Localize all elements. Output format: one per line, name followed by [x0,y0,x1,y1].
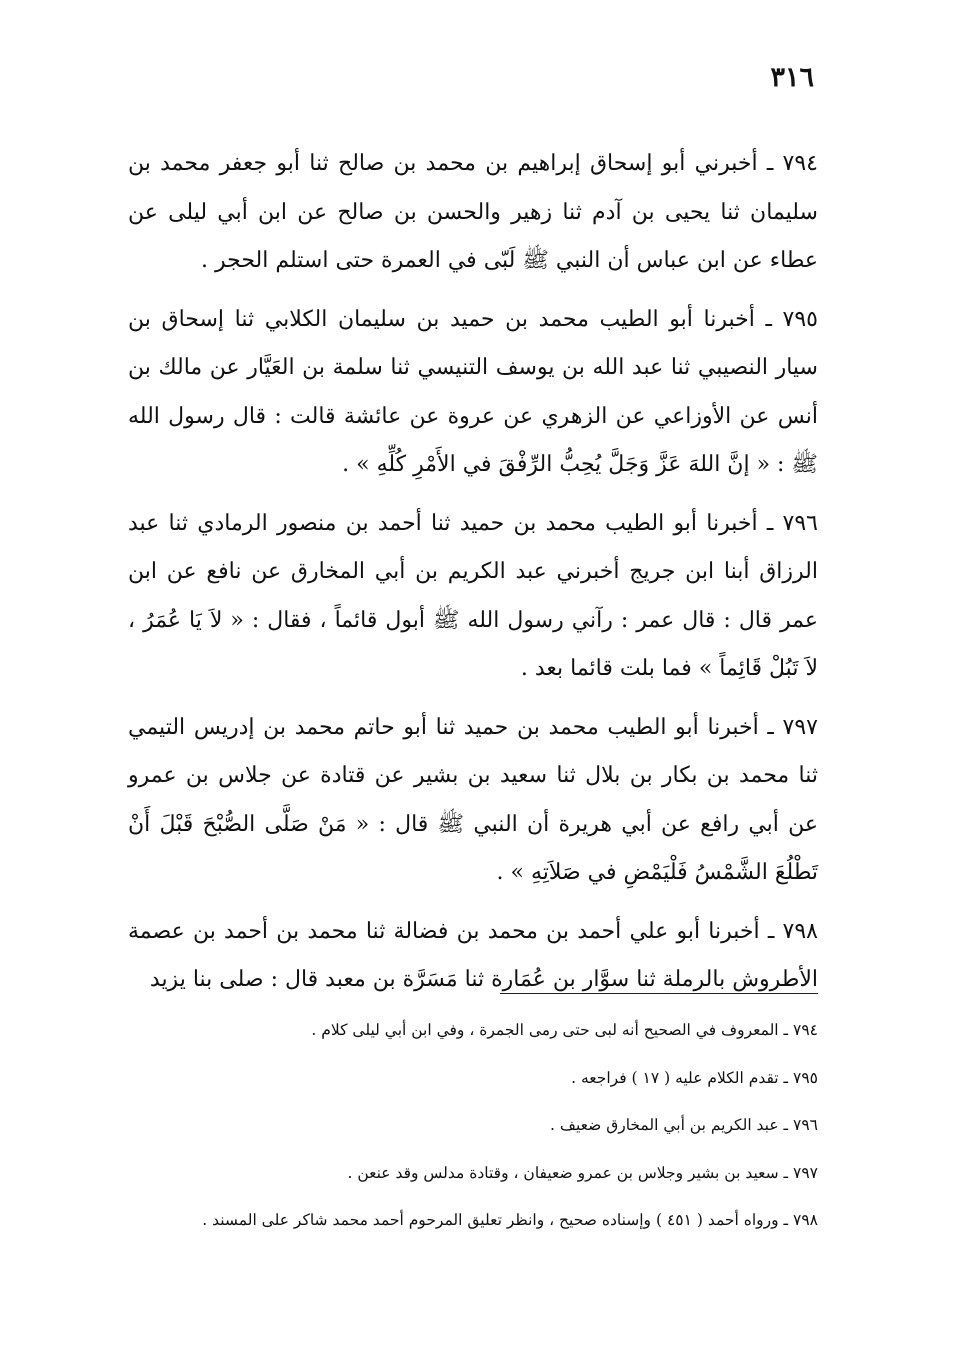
hadith-796: ٧٩٦ ـ أخبرنا أبو الطيب محمد بن حميد ثنا أحمد بن منصور الرمادي ثنا عبد الرزاق أبنا ابن جريج أخبرني عبد الكريم بن أبي المخارق عن نافع عن ابن عمر قال : قال عمر : رآني رسول الله ﷺ أبول قائماً ، فقال : « لاَ يَا عُمَرُ ، لاَ تَبُلْ قَائِماً » فما بلت قائما بعد . [128,510,818,681]
footnote-798: ٧٩٨ ـ ورواه أحمد ( ٤٥١ ) وإسناده صحيح ، وانظر تعليق المرحوم أحمد محمد شاكر على المسند . [202,1211,818,1229]
hadith-797: ٧٩٧ ـ أخبرنا أبو الطيب محمد بن حميد ثنا أبو حاتم محمد بن إدريس التيمي ثنا محمد بن بكار بن بلال ثنا سعيد بن بشير عن قتادة عن جلاس بن عمرو عن أبي رافع عن أبي هريرة أن النبي ﷺ قال : « مَنْ صَلَّى الصُّبْحَ قَبْلَ أَنْ تَطْلُعَ الشَّمْسُ فَلْيَمْضِ في صَلاَتِهِ » . [128,714,818,885]
main-text [128,140,818,1005]
footnote-795: ٧٩٥ ـ تقدم الكلام عليه ( ١٧ ) فراجعه . [571,1068,818,1087]
footnote-797: ٧٩٧ ـ سعيد بن بشير وجلاس بن عمرو ضعيفان ، وقتادة مدلس وقد عنعن . [347,1163,818,1182]
footnote-794: ٧٩٤ ـ المعروف في الصحيح أنه لبى حتى رمى الجمرة ، وفي ابن أبي ليلى كلام . [311,1021,818,1039]
hadith-798: ٧٩٨ ـ أخبرنا أبو علي أحمد بن محمد بن فضالة ثنا محمد بن أحمد بن عصمة الأطروش بالرملة ثنا سوَّار بن عُمَارة ثنا مَسَرَّة بن معبد قال : صلى بنا يزيد [128,918,818,992]
footnote-796: ٧٩٦ ـ عبد الكريم بن أبي المخارق ضعيف . [550,1116,818,1134]
hadith-794: ٧٩٤ ـ أخبرني أبو إسحاق إبراهيم بن محمد بن صالح ثنا أبو جعفر محمد بن سليمان ثنا يحيى بن آدم ثنا زهير والحسن بن صالح عن ابن أبي ليلى عن عطاء عن ابن عباس أن النبي ﷺ لَبّى في العمرة حتى استلم الحجر . [128,151,818,273]
footnote-divider [500,993,818,994]
footnotes [128,1018,818,1256]
page-number: ٣١٦ [770,62,814,93]
hadith-795: ٧٩٥ ـ أخبرنا أبو الطيب محمد بن حميد بن سليمان الكلابي ثنا إسحاق بن سيار النصيبي ثنا عبد الله بن يوسف التنيسي ثنا سلمة بن العَيَّار عن مالك بن أنس عن الأوزاعي عن الزهري عن عروة عن عائشة قالت : قال رسول الله ﷺ : « إنَّ اللهَ عَزَّ وَجَلَّ يُحِبُّ الرِّفْقَ في الأَمْرِ كُلِّهِ » . [128,306,818,477]
